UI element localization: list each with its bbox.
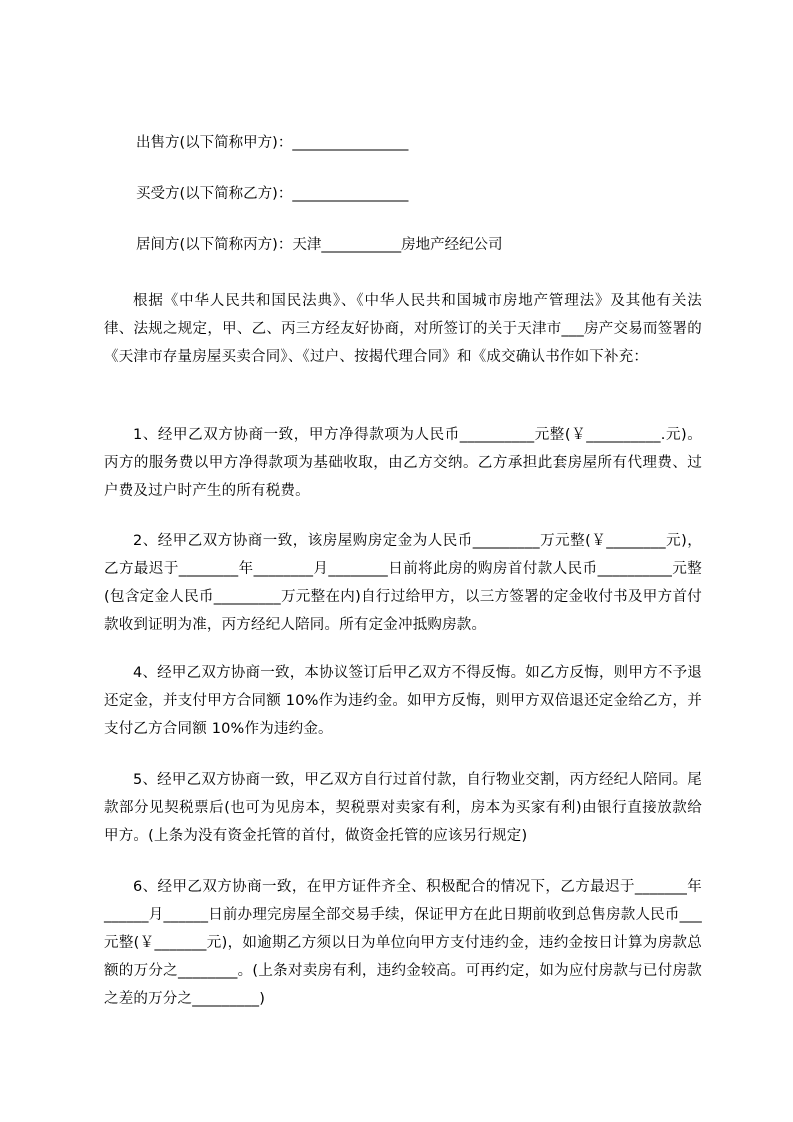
clause-4: 4、经甲乙双方协商一致，本协议签订后甲乙双方不得反悔。如乙方反悔，则甲方不予退还定金，并支付甲方合同额 10%作为违约金。如甲方反悔，则甲方双倍退还定金给乙方，并支付乙方合同额 10%作为违约金。 [104, 665, 702, 737]
clause-6: 6、经甲乙双方协商一致，在甲方证件齐全、积极配合的情况下，乙方最迟于_______年______月______日前办理完房屋全部交易手续，保证甲方在此日期前收到总售房款人民币___元整(￥_______元)，如逾期乙方须以日为单位向甲方支付违约金，违约金按日计算为房款总额的万分之________。(上条对卖房有利，违约金较高。可再约定，如为应付房款与已付房款之差的万分之_________) [104, 879, 702, 1007]
agent-line: 居间方(以下简称丙方)：天津___________房地产经纪公司 [136, 237, 503, 253]
clause-5: 5、经甲乙双方协商一致，甲乙双方自行过首付款，自行物业交割，丙方经纪人陪同。尾款部分见契税票后(也可为见房本，契税票对卖家有利，房本为买家有利)由银行直接放款给甲方。(上条为没有资金托管的首付，做资金托管的应该另行规定) [104, 772, 702, 844]
clause-1: 1、经甲乙双方协商一致，甲方净得款项为人民币__________元整(￥__________.元)。丙方的服务费以甲方净得款项为基础收取，由乙方交纳。乙方承担此套房屋所有代理费、过户费及过户时产生的所有税费。 [104, 427, 702, 499]
buyer-line: 买受方(以下简称乙方)：________________ [136, 186, 409, 202]
intro-paragraph: 根据《中华人民共和国民法典》、《中华人民共和国城市房地产管理法》及其他有关法律、法规之规定，甲、乙、丙三方经友好协商，对所签订的关于天津市___房产交易而签署的《天津市存量房屋买卖合同》、《过户、按揭代理合同》和《成交确认书作如下补充： [104, 293, 702, 365]
seller-line: 出售方(以下简称甲方)：________________ [136, 135, 409, 151]
clause-2: 2、经甲乙双方协商一致，该房屋购房定金为人民币_________万元整(￥________元)，乙方最迟于________年________月________日前将此房的购房首付款人民币__________元整(包含定金人民币_________万元整在内)自行过给甲方，以三方签署的定金收付书及甲方首付款收到证明为准，丙方经纪人陪同。所有定金冲抵购房款。 [104, 533, 702, 633]
